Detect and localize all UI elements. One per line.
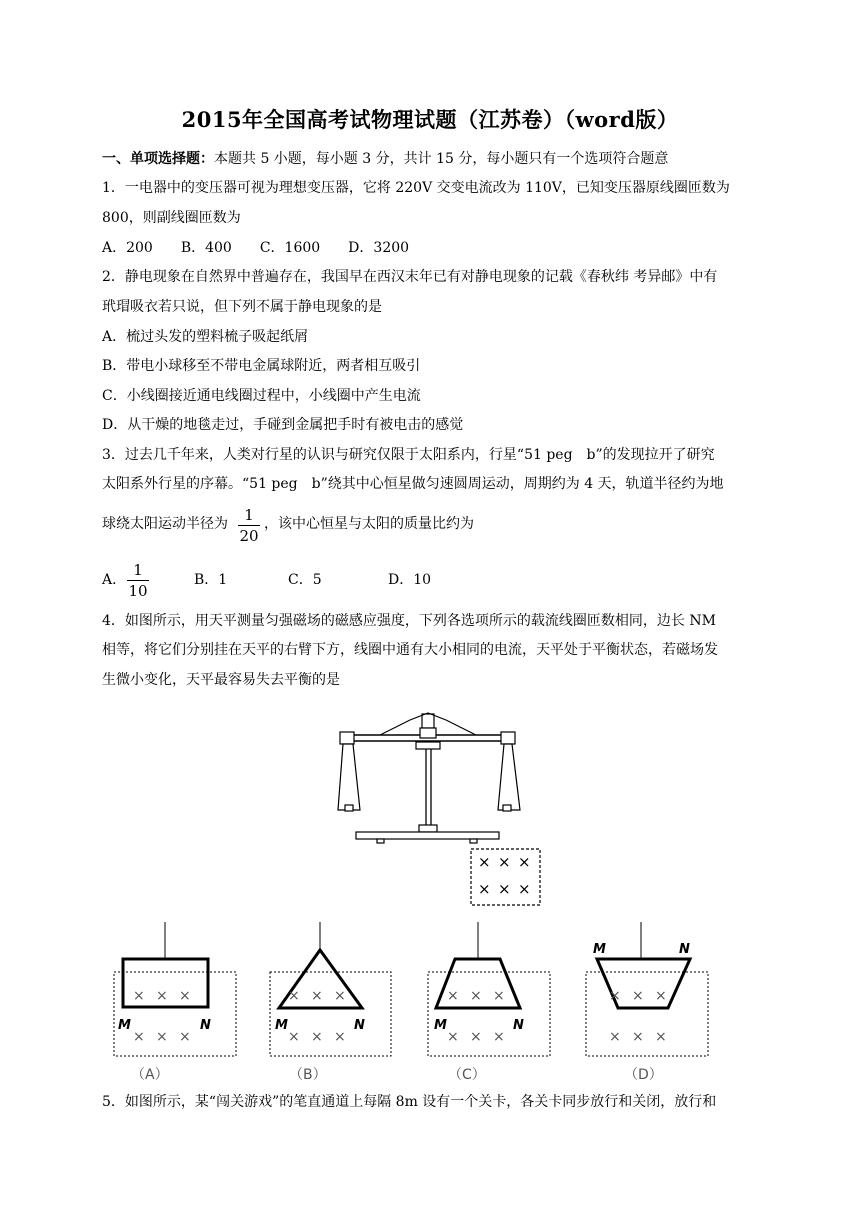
q1-line1: 1．一电器中的变压器可视为理想变压器，它将 220V 交变电流改为 110V，已知变压器原线圈匝数为 bbox=[102, 180, 730, 196]
balance-scale bbox=[338, 713, 540, 905]
q5-line1: 5．如图所示，某“闯关游戏”的笔直通道上每隔 8m 设有一个关卡，各关卡同步放行和关闭，放行和 bbox=[102, 1094, 717, 1110]
q3-option-b: B．1 bbox=[194, 572, 228, 588]
field-x: × bbox=[518, 880, 531, 898]
field-x: × bbox=[156, 988, 168, 1004]
q3-option-c: C．5 bbox=[288, 572, 322, 588]
field-x: × bbox=[632, 988, 644, 1004]
label-m: M bbox=[593, 942, 606, 957]
field-x: × bbox=[493, 1029, 505, 1045]
option-d-figure bbox=[586, 922, 708, 1083]
label-m: M bbox=[118, 1018, 131, 1033]
field-x: × bbox=[478, 880, 491, 898]
field-x: × bbox=[498, 880, 511, 898]
field-x: × bbox=[632, 1029, 644, 1045]
caption-d: （D） bbox=[624, 1067, 663, 1083]
q3-frac-num: 1 bbox=[244, 506, 254, 524]
field-x: × bbox=[478, 853, 491, 871]
q3-line2: 太阳系外行星的序幕。“51 peg b”绕其中心恒星做匀速圆周运动，周期约为 4 天，轨道半径约为地 bbox=[102, 476, 724, 492]
field-x: × bbox=[518, 853, 531, 871]
option-a-figure bbox=[114, 922, 236, 1083]
field-x: × bbox=[334, 1029, 346, 1045]
page-title: 2015年全国高考试物理试题（江苏卷）（word版） bbox=[181, 107, 679, 132]
q2-option-d: D．从干燥的地毯走过，手碰到金属把手时有被电击的感觉 bbox=[102, 417, 464, 433]
field-x: × bbox=[470, 988, 482, 1004]
label-n: N bbox=[679, 942, 690, 957]
q3-opta-den: 10 bbox=[128, 582, 148, 600]
field-x: × bbox=[334, 988, 346, 1004]
option-b-figure bbox=[270, 922, 391, 1083]
field-x: × bbox=[179, 988, 191, 1004]
caption-b: （B） bbox=[289, 1067, 327, 1083]
field-x: × bbox=[655, 1029, 667, 1045]
caption-a: （A） bbox=[131, 1067, 169, 1083]
field-box-marks bbox=[478, 853, 531, 898]
field-x: × bbox=[655, 988, 667, 1004]
q4-line2: 相等，将它们分别挂在天平的右臂下方，线圈中通有大小相同的电流，天平处于平衡状态，若磁场发 bbox=[102, 642, 718, 658]
field-x: × bbox=[311, 1029, 323, 1045]
field-x: × bbox=[311, 988, 323, 1004]
q2-option-c: C．小线圈接近通电线圈过程中，小线圈中产生电流 bbox=[102, 388, 421, 404]
field-x: × bbox=[288, 988, 300, 1004]
q3-line3-post: ，该中心恒星与太阳的质量比约为 bbox=[264, 516, 474, 532]
option-c-figure bbox=[428, 922, 550, 1083]
label-n: N bbox=[513, 1018, 524, 1033]
field-x: × bbox=[133, 1029, 145, 1045]
section-heading: 一、单项选择题： bbox=[102, 151, 214, 167]
q3-option-d: D．10 bbox=[388, 572, 432, 588]
field-x: × bbox=[156, 1029, 168, 1045]
field-x: × bbox=[498, 853, 511, 871]
q3-opta-num: 1 bbox=[133, 561, 143, 579]
field-x: × bbox=[288, 1029, 300, 1045]
label-m: M bbox=[434, 1018, 447, 1033]
field-x: × bbox=[447, 1029, 459, 1045]
q3-line3-pre: 球绕太阳运动半径为 bbox=[102, 516, 228, 532]
field-x: × bbox=[133, 988, 145, 1004]
q3-option-a-label: A． bbox=[102, 572, 127, 588]
caption-c: （C） bbox=[448, 1067, 486, 1083]
q3-line1: 3．过去几千年来，人类对行星的认识与研究仅限于太阳系内，行星“51 peg b”的发现拉开了研究 bbox=[102, 447, 715, 463]
q1-options: A．200 B．400 C．1600 D．3200 bbox=[102, 240, 410, 256]
q2-line1: 2．静电现象在自然界中普遍存在，我国早在西汉末年已有对静电现象的记载《春秋纬 考异邮》中有 bbox=[102, 269, 718, 285]
label-m: M bbox=[275, 1018, 288, 1033]
label-n: N bbox=[354, 1018, 365, 1033]
q3-frac-den: 20 bbox=[239, 527, 259, 545]
q4-line3: 生微小变化，天平最容易失去平衡的是 bbox=[102, 672, 340, 688]
q2-option-b: B．带电小球移至不带电金属球附近，两者相互吸引 bbox=[102, 358, 421, 374]
field-x: × bbox=[447, 988, 459, 1004]
field-x: × bbox=[609, 1029, 621, 1045]
q1-line2: 800，则副线圈匝数为 bbox=[102, 210, 241, 226]
section-desc: 本题共 5 小题，每小题 3 分，共计 15 分，每小题只有一个选项符合题意 bbox=[214, 151, 669, 167]
label-n: N bbox=[200, 1018, 211, 1033]
q4-line1: 4．如图所示，用天平测量匀强磁场的磁感应强度，下列各选项所示的载流线圈匝数相同，边长 NM bbox=[102, 613, 716, 629]
field-x: × bbox=[179, 1029, 191, 1045]
q2-line2: 玳瑁吸衣若只说，但下列不属于静电现象的是 bbox=[102, 299, 382, 315]
field-x: × bbox=[493, 988, 505, 1004]
q2-option-a: A．梳过头发的塑料梳子吸起纸屑 bbox=[102, 329, 309, 345]
field-x: × bbox=[609, 988, 621, 1004]
field-x: × bbox=[470, 1029, 482, 1045]
